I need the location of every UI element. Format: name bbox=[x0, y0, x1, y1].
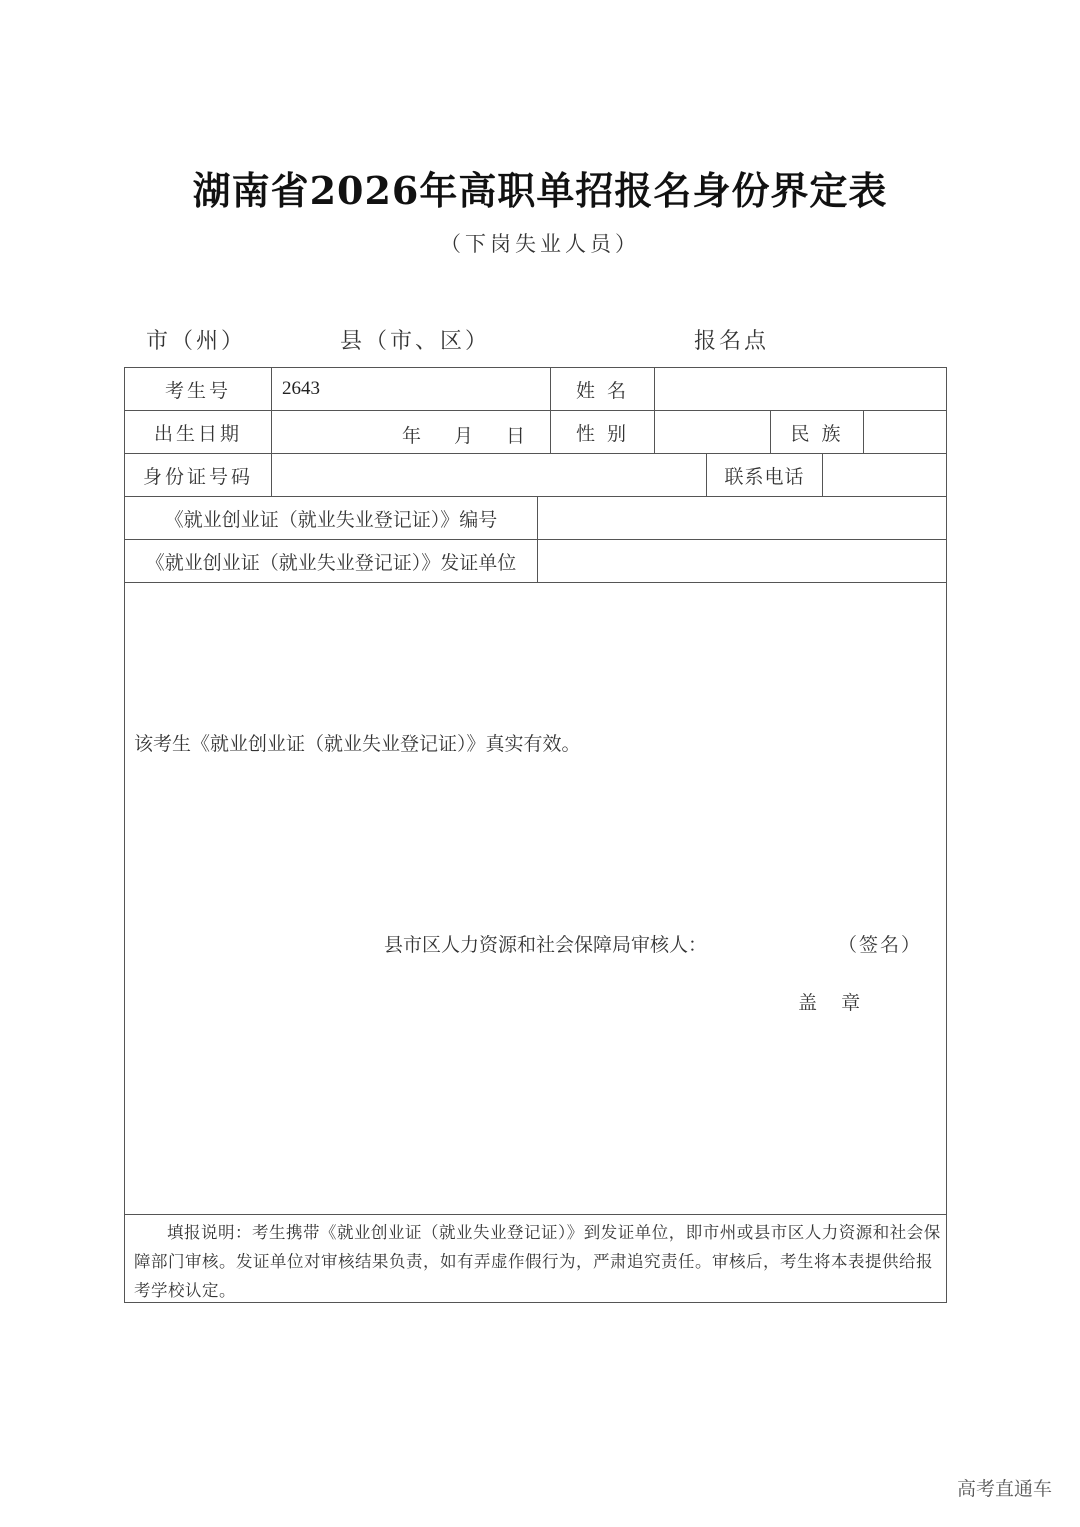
name-label: 姓 名 bbox=[575, 379, 630, 402]
ethnicity-label: 民 族 bbox=[790, 422, 844, 445]
year-label: 年 bbox=[402, 425, 425, 447]
table-border-right bbox=[946, 367, 947, 1302]
city-label: 市（州） bbox=[146, 329, 247, 354]
reviewer-signature-field[interactable] bbox=[722, 928, 832, 954]
reviewer-label: 县市区人力资源和社会保障局审核人： bbox=[384, 934, 708, 956]
name-field[interactable] bbox=[655, 368, 946, 410]
month-label: 月 bbox=[454, 425, 477, 447]
row-divider bbox=[124, 1214, 947, 1215]
page-title: 湖南省2026年高职单招报名身份界定表 bbox=[192, 168, 888, 213]
official-seal-label: 盖 章 bbox=[798, 992, 861, 1014]
birth-date-label: 出生日期 bbox=[153, 422, 242, 445]
birth-date-field[interactable] bbox=[272, 411, 550, 453]
registration-site-label: 报名点 bbox=[694, 329, 770, 354]
signature-hint: （签名） bbox=[838, 934, 923, 956]
certificate-number-field[interactable] bbox=[538, 497, 946, 539]
gender-label: 性 别 bbox=[575, 422, 630, 445]
id-number-label: 身份证号码 bbox=[142, 465, 253, 488]
exam-number-label: 考生号 bbox=[164, 379, 231, 402]
row-divider bbox=[124, 582, 947, 583]
ethnicity-field[interactable] bbox=[864, 411, 946, 453]
day-label: 日 bbox=[506, 425, 529, 447]
id-number-field[interactable] bbox=[272, 454, 706, 496]
county-label: 县（市、区） bbox=[340, 329, 491, 354]
certificate-issuer-label: 《就业创业证（就业失业登记证）》发证单位 bbox=[145, 551, 517, 574]
exam-number-field[interactable]: 2643 bbox=[282, 378, 320, 399]
filling-instructions: 填报说明：考生携带《就业创业证（就业失业登记证）》到发证单位，即市州或县市区人力资源和社会保障部门审核。发证单位对审核结果负责，如有弄虚作假行为，严肃追究责任。审核后，考生将本表提供给报考学校认定。 bbox=[134, 1223, 941, 1300]
page-subtitle: （下岗失业人员） bbox=[440, 232, 640, 256]
gender-field[interactable] bbox=[655, 411, 770, 453]
phone-label: 联系电话 bbox=[724, 465, 805, 488]
certificate-number-label: 《就业创业证（就业失业登记证）》编号 bbox=[164, 508, 498, 531]
verification-statement: 该考生《就业创业证（就业失业登记证）》真实有效。 bbox=[134, 733, 581, 755]
phone-field[interactable] bbox=[823, 454, 946, 496]
certificate-issuer-field[interactable] bbox=[538, 540, 946, 582]
source-watermark: 高考直通车 bbox=[956, 1478, 1052, 1500]
